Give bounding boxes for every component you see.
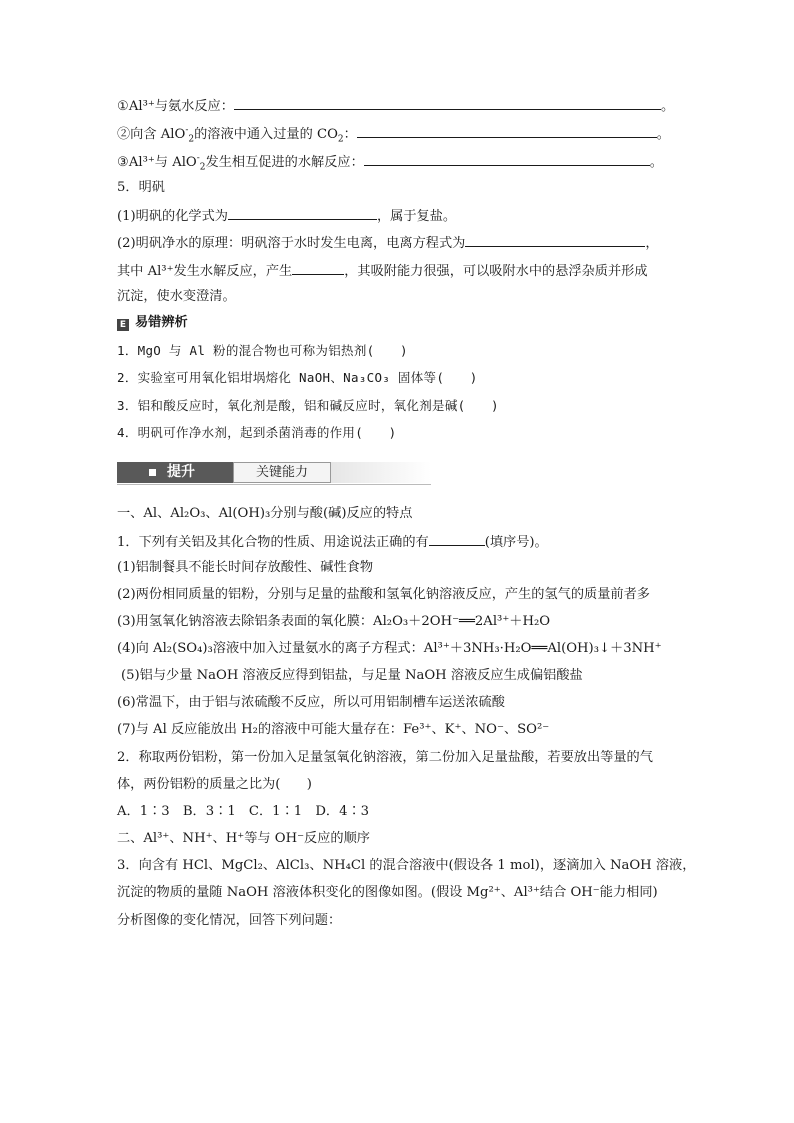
square-icon xyxy=(149,469,156,476)
answer-blank[interactable] xyxy=(429,532,485,546)
banner-dark-tab: 提升 xyxy=(117,462,233,483)
answer-blank[interactable] xyxy=(228,206,377,220)
error-item: 2．实验室可用氧化铝坩埚熔化 NaOH、Na₃CO₃ 固体等( ) xyxy=(117,370,478,385)
question-2-line-2: 体，两份铝粉的质量之比为( ) xyxy=(117,777,312,792)
option-item: (3)用氢氧化钠溶液去除铝条表面的氧化膜：Al₂O₃＋2OH⁻══2Al³⁺＋H₂O xyxy=(117,614,551,629)
alum-heading: 5．明矾 xyxy=(117,180,165,195)
part1-heading: 一、Al、Al₂O₃、Al(OH)₃分别与酸(碱)反应的特点 xyxy=(117,506,413,521)
banner-underline xyxy=(117,484,431,485)
option-item: (5)铝与少量 NaOH 溶液反应得到铝盐，与足量 NaOH 溶液反应生成偏铝酸盐 xyxy=(121,668,583,683)
option-item: (1)铝制餐具不能长时间存放酸性、碱性食物 xyxy=(117,560,374,575)
answer-blank[interactable] xyxy=(364,152,650,166)
answer-blank[interactable] xyxy=(465,233,645,247)
alum-question-1: (1)明矾的化学式为 ，属于复盐。 xyxy=(117,206,456,224)
error-item: 3．铝和酸反应时，氧化剂是酸，铝和碱反应时，氧化剂是碱( ) xyxy=(117,398,499,413)
question-2-choices: A．1∶3 B．3∶1 C．1∶1 D．4∶3 xyxy=(117,804,370,819)
question-3-line-2: 沉淀的物质的量随 NaOH 溶液体积变化的图像如图。(假设 Mg²⁺、Al³⁺结合 OH⁻能力相同) xyxy=(117,885,658,900)
answer-blank[interactable] xyxy=(234,96,661,110)
answer-blank[interactable] xyxy=(292,261,344,275)
error-analysis-icon: E xyxy=(117,319,129,331)
error-item: 1．MgO 与 Al 粉的混合物也可称为铝热剂( ) xyxy=(117,343,408,358)
question-3-line-3: 分析图像的变化情况，回答下列问题： xyxy=(117,913,342,928)
banner-light-tab: 关键能力 xyxy=(233,462,331,483)
option-item: (2)两份相同质量的铝粉，分别与足量的盐酸和氢氧化钠溶液反应，产生的氢气的质量前者多 xyxy=(117,587,650,602)
error-analysis-heading: E 易错辨析 xyxy=(117,314,188,332)
question-1: 1．下列有关铝及其化合物的性质、用途说法正确的有 (填序号)。 xyxy=(117,532,548,550)
section-banner xyxy=(117,460,431,485)
reaction-item-3: ③Al³⁺与 AlO-$_2$发生相互促进的水解反应： 。 xyxy=(117,153,663,173)
reaction-item-2: ②向含 AlO-$_2$的溶液中通入过量的 $CO_2$： 。 xyxy=(117,125,670,145)
banner-fade xyxy=(331,462,431,483)
option-item: (4)向 Al₂(SO₄)₃溶液中加入过量氨水的离子方程式：Al³⁺＋3NH₃·H₂O══Al(OH)₃↓＋3NH⁺ xyxy=(117,641,662,656)
option-item: (7)与 Al 反应能放出 H₂的溶液中可能大量存在：Fe³⁺、K⁺、NO⁻、SO²⁻ xyxy=(117,722,550,737)
answer-blank[interactable] xyxy=(357,124,657,138)
question-3-line-1: 3．向含有 HCl、MgCl₂、AlCl₃、NH₄Cl 的混合溶液中(假设各 1 mol)，逐滴加入 NaOH 溶液， xyxy=(117,858,696,873)
alum-question-2-line-3: 沉淀，使水变澄清。 xyxy=(117,289,236,304)
alum-question-2-line-2: 其中 Al³⁺发生水解反应，产生 ，其吸附能力很强，可以吸附水中的悬浮杂质并形成 xyxy=(117,261,648,279)
question-2-line-1: 2．称取两份铝粉，第一份加入足量氢氧化钠溶液，第二份加入足量盐酸，若要放出等量的气 xyxy=(117,750,653,765)
error-item: 4．明矾可作净水剂，起到杀菌消毒的作用( ) xyxy=(117,425,397,440)
reaction-item-1: ①Al³⁺与氨水反应： 。 xyxy=(117,96,674,114)
option-item: (6)常温下，由于铝与浓硫酸不反应，所以可用铝制槽车运送浓硫酸 xyxy=(117,695,505,710)
part2-heading: 二、Al³⁺、NH⁺、H⁺等与 OH⁻反应的顺序 xyxy=(117,831,370,846)
alum-question-2: (2)明矾净水的原理：明矾溶于水时发生电离，电离方程式为 ， xyxy=(117,233,659,251)
